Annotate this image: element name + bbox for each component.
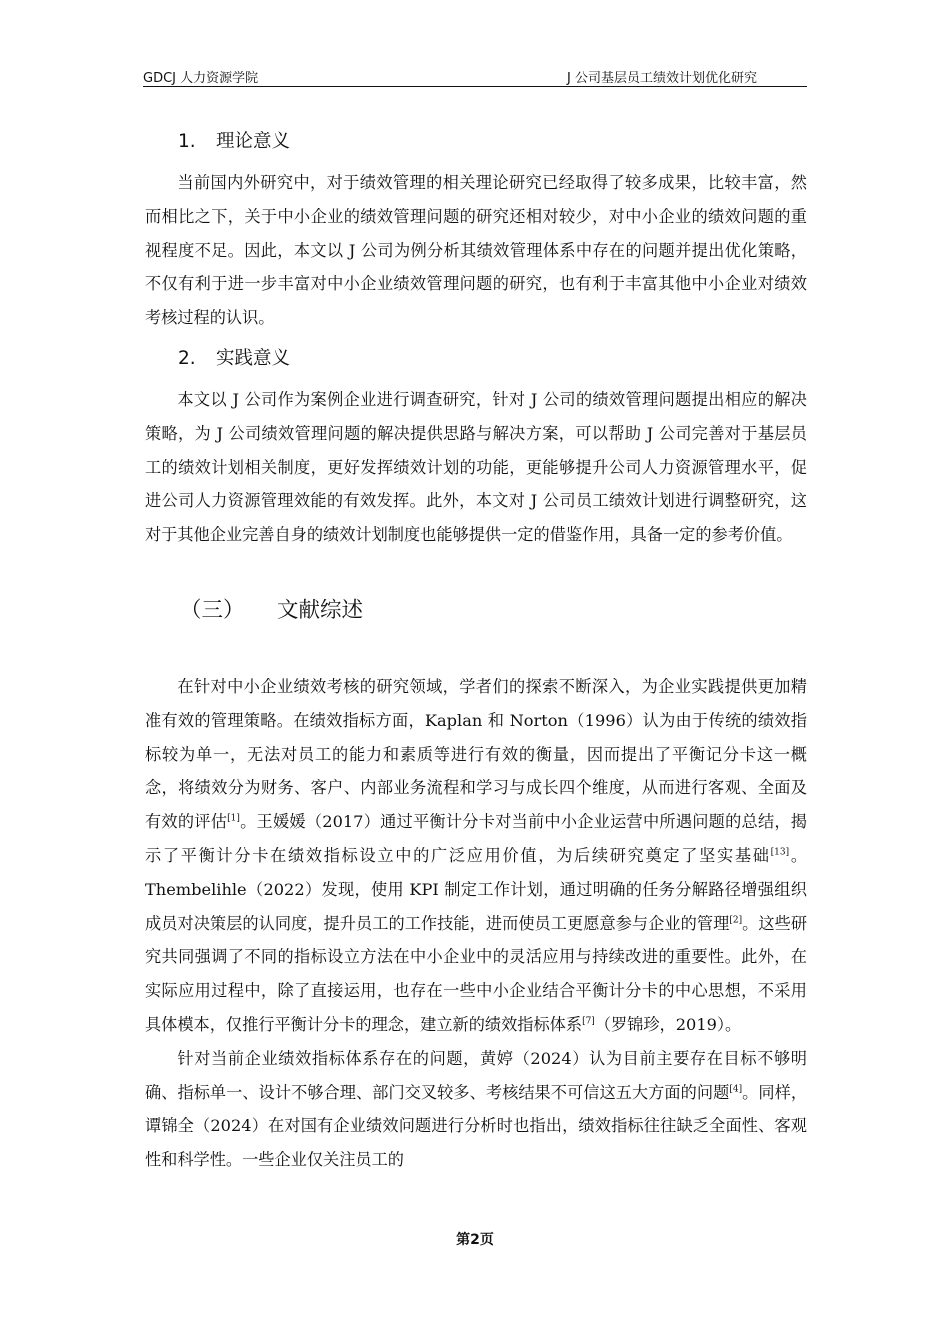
paragraph-theoretical: 当前国内外研究中，对于绩效管理的相关理论研究已经取得了较多成果，比较丰富，然而相比之下，关于中小企业的绩效管理问题的研究还相对较少，对中小企业的绩效问题的重视程度不足。因此，本文以 J 公司为例分析其绩效管理体系中存在的问题并提出优化策略，不仅有利于进一步丰富对中小企业绩效管理问题的研究，也有利于丰富其他中小企业对绩效考核过程的认识。 [145,173,807,328]
citation[interactable]: [2] [729,915,743,926]
paragraph-literature-1: 在针对中小企业绩效考核的研究领域，学者们的探索不断深入，为企业实践提供更加精准有效的管理策略。在绩效指标方面，Kaplan 和 Norton（1996）认为由于传统的绩效指标较为单一，无法对员工的能力和素质等进行有效的衡量，因而提出了平衡记分卡这一概念，将绩效分为财务、客户、内部业务流程和学习与成长四个维度，从而进行客观、全面及有效的评估[1]。王媛媛（2017）通过平衡计分卡对当前中小企业运营中所遇问题的总结，揭示了平衡计分卡在绩效指标设立中的广泛应用价值，为后续研究奠定了坚实基础[13]。Thembelihle（2022）发现，使用 KPI 制定工作计划，通过明确的任务分解路径增强组织成员对决策层的认同度，提升员工的工作技能，进而使员工更愿意参与企业的管理[2]。这些研究共同强调了不同的指标设立方法在中小企业中的灵活应用与持续改进的重要性。此外，在实际应用过程中，除了直接运用，也存在一些中小企业结合平衡计分卡的中心思想，不采用具体模本，仅推行平衡计分卡的理念，建立新的绩效指标体系[7]（罗锦珍，2019）。 [145,676,808,1034]
heading-title: 理论意义 [216,131,291,152]
header-institution: GDCJ 人力资源学院 [143,71,259,86]
citation[interactable]: [13] [770,847,790,858]
heading-number: 1. [178,131,196,152]
paragraph-practical: 本文以 J 公司作为案例企业进行调查研究，针对 J 公司的绩效管理问题提出相应的解决策略，为 J 公司绩效管理问题的解决提供思路与解决方案，可以帮助 J 公司完善对于基层员工的绩效计划相关制度，更好发挥绩效计划的功能，更能够提升公司人力资源管理水平，促进公司人力资源管理效能的有效发挥。此外，本文对 J 公司员工绩效计划进行调整研究，这对于其他企业完善自身的绩效计划制度也能够提供一定的借鉴作用，具备一定的参考价值。 [145,389,807,545]
page-content [145,118,807,1177]
paragraph-literature-2: 针对当前企业绩效指标体系存在的问题，黄婷（2024）认为目前主要存在目标不够明确、指标单一、设计不够合理、部门交叉较多、考核结果不可信这五大方面的问题[4]。同样，谭锦全（2024）在对国有企业绩效问题进行分析时也指出，绩效指标往往缺乏全面性、客观性和科学性。一些企业仅关注员工的 [145,1048,808,1170]
heading-title: 实践意义 [216,347,291,369]
header-thesis-title: J 公司基层员工绩效计划优化研究 [567,71,757,86]
heading-number: 2. [178,347,196,369]
citation[interactable]: [7] [582,1016,595,1027]
heading-practical-significance [178,335,807,383]
page-header [143,64,807,87]
heading-title: 文献综述 [277,597,364,623]
heading-literature-review [180,591,807,631]
heading-theoretical-significance [178,118,807,166]
citation[interactable]: [1] [227,813,240,824]
page-number: 第2页 [456,1232,494,1248]
heading-number: （三） [180,597,245,623]
citation[interactable]: [4] [729,1084,743,1095]
